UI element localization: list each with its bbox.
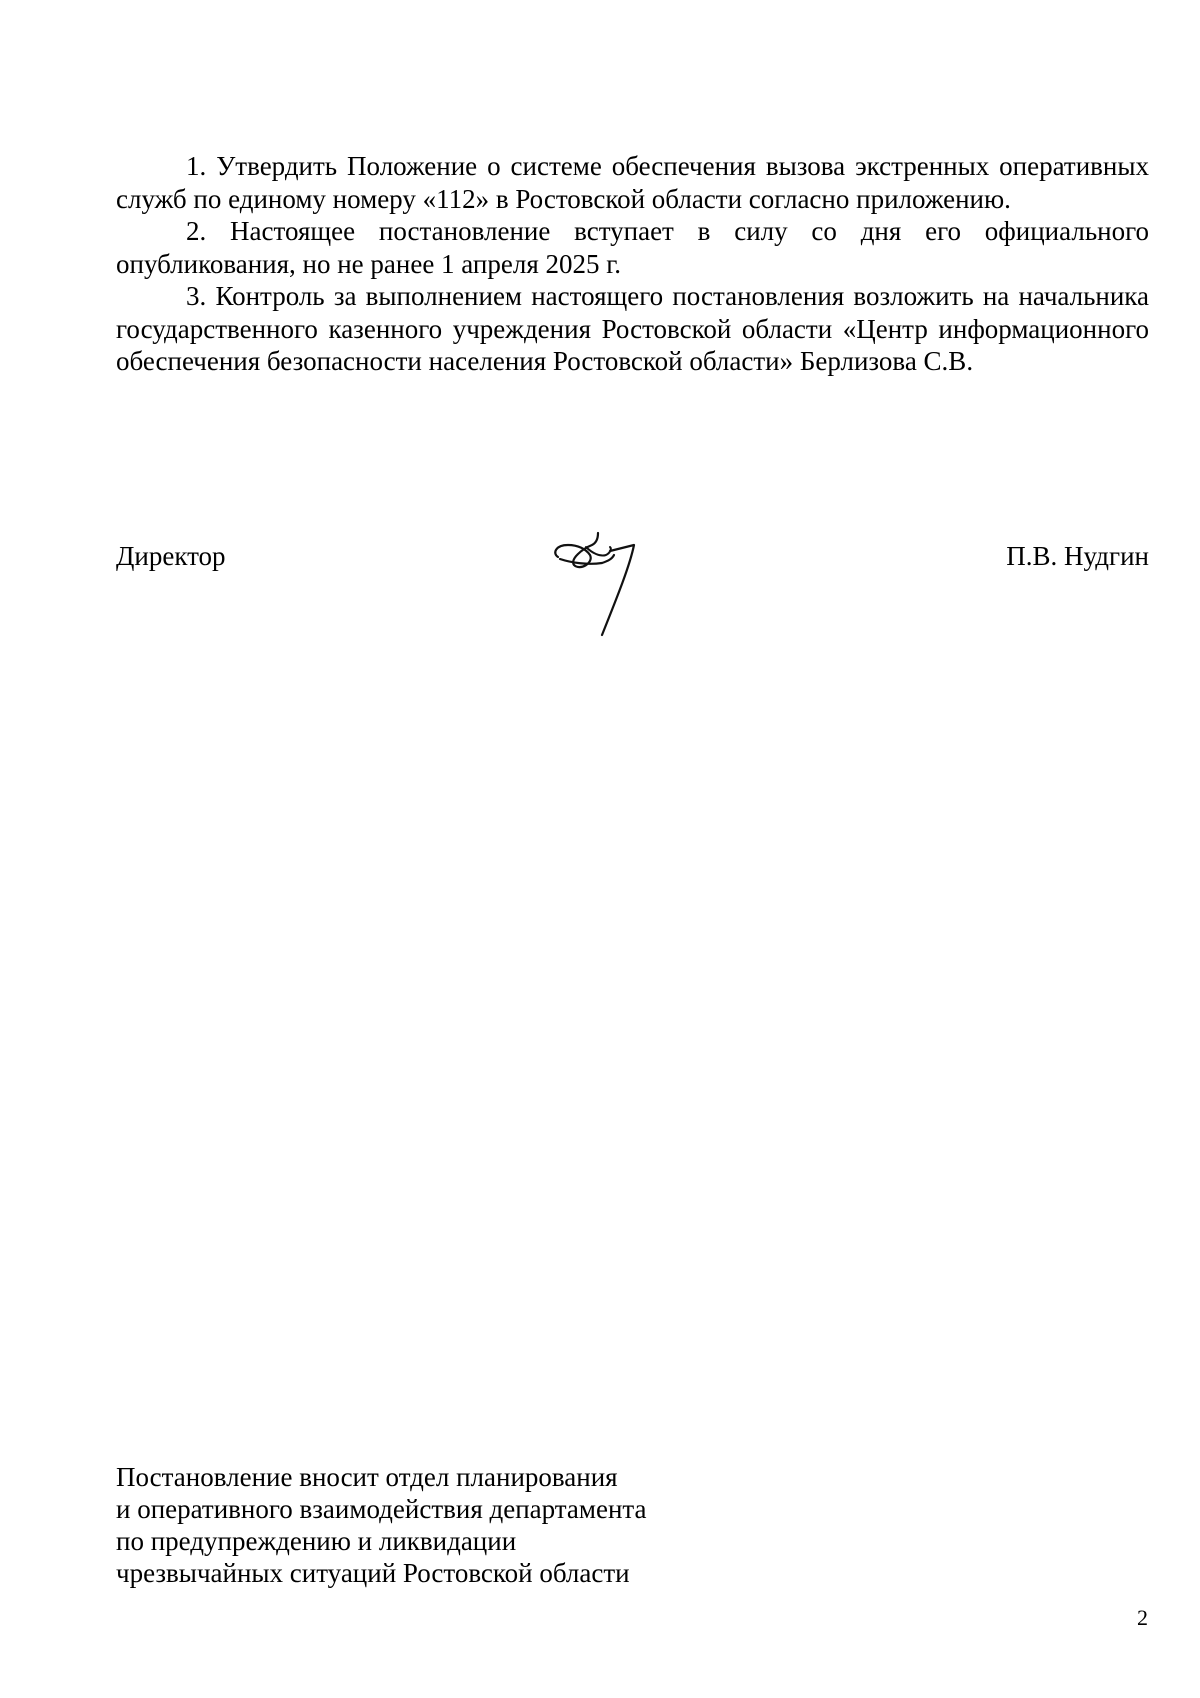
submitter-line-3: по предупреждению и ликвидации <box>116 1526 517 1556</box>
paragraph-3: 3. Контроль за выполнением настоящего постановления возложить на начальника государственного казенного учреждения Ростовской области «Центр информационного обеспечения безопасности населения Ростовской области» Берлизова С.В. <box>116 281 1149 376</box>
submitter-line-2: и оперативного взаимодействия департамента <box>116 1494 647 1524</box>
submitter-line-1: Постановление вносит отдел планирования <box>116 1462 618 1492</box>
page-number: 2 <box>1137 1605 1148 1630</box>
document-body <box>116 150 1149 378</box>
signatory-name: П.В. Нудгин <box>1006 541 1149 571</box>
signatory-title: Директор <box>116 541 226 571</box>
paragraph-1: 1. Утвердить Положение о системе обеспечения вызова экстренных оперативных служб по единому номеру «112» в Ростовской области согласно приложению. <box>116 151 1149 214</box>
handwritten-signature <box>550 525 670 655</box>
paragraph-2: 2. Настоящее постановление вступает в силу со дня его официального опубликования, но не ранее 1 апреля 2025 г. <box>116 216 1149 279</box>
submitter-note <box>116 1461 816 1589</box>
submitter-line-4: чрезвычайных ситуаций Ростовской области <box>116 1558 630 1588</box>
